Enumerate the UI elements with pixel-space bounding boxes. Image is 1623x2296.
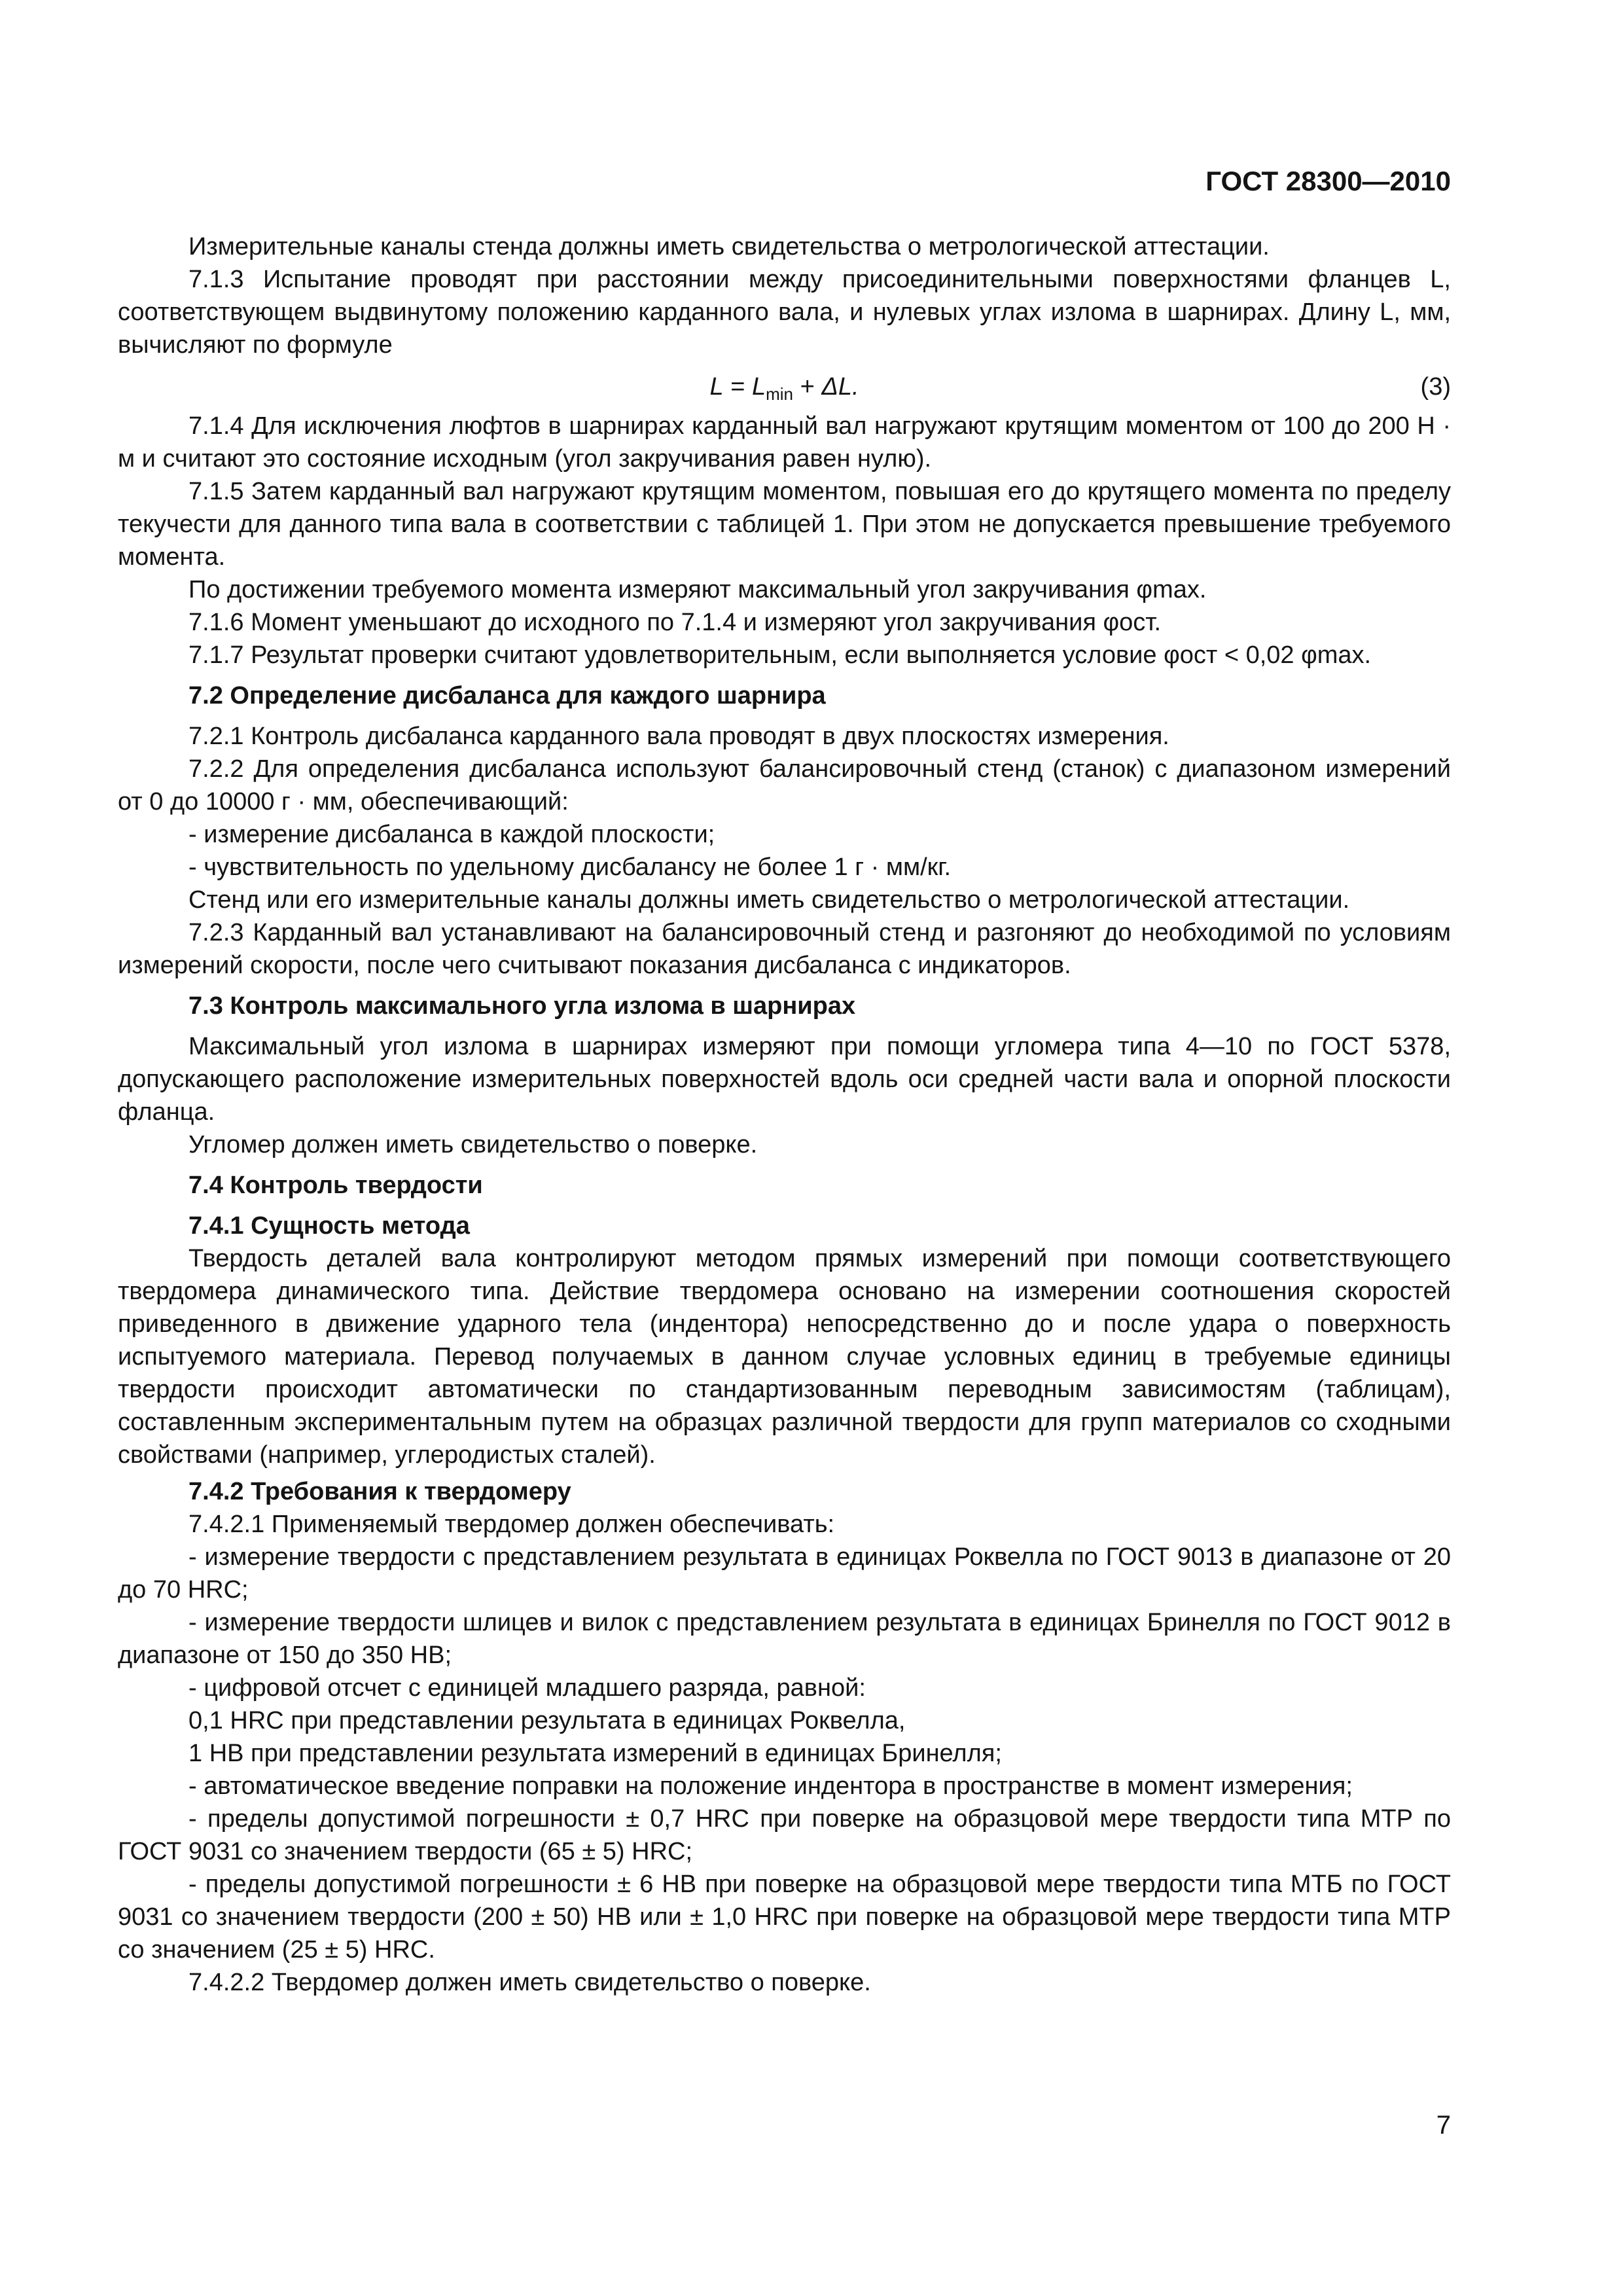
paragraph-7-1-3: 7.1.3 Испытание проводят при расстоянии между присоединительными поверхностями фланцев L, соответствующем выдвинутому положению карданного вала, и нулевых углах излома в шарнирах. Длину L, мм, вычисляют по формуле — [118, 266, 1451, 359]
paragraph: Твердость деталей вала контролируют методом прямых измерений при помощи соответствующего твердомера динамического типа. Действие твердомера основано на измерении соотношения скоростей приведенного в движение ударного тела (индентора) непосредственно до и после удара о поверхность испытуемого материала. Перевод получаемых в данном случае условных единиц в требуемые единицы твердости происходит автоматически по стандартизованным переводным зависимостям (таблицам), составленным экспериментальным путем на образцах различной твердости для групп материалов со сходными свойствами (например, углеродистых сталей). — [118, 1245, 1451, 1469]
paragraph-7-1-6: 7.1.6 Момент уменьшают до исходного по 7.1.4 и измеряют угол закручивания φост. — [188, 609, 1162, 636]
paragraph-7-1-7: 7.1.7 Результат проверки считают удовлетворительным, если выполняется условие φост < 0,02 φmax. — [188, 641, 1372, 669]
formula-term1: L — [751, 373, 766, 401]
list-item: - измерение дисбаланса в каждой плоскости; — [188, 821, 715, 848]
page-number: 7 — [1436, 2111, 1451, 2140]
paragraph: Измерительные каналы стенда должны иметь свидетельства о метрологической аттестации. — [188, 233, 1270, 260]
formula-3 — [118, 370, 1451, 403]
paragraph: По достижении требуемого момента измеряют максимальный угол закручивания φmax. — [188, 576, 1207, 603]
paragraph: Угломер должен иметь свидетельство о поверке. — [188, 1131, 758, 1158]
list-item: - пределы допустимой погрешности ± 0,7 HRC при поверке на образцовой мере твердости типа МТР по ГОСТ 9031 со значением твердости (65 ± 5) HRC; — [118, 1805, 1451, 1865]
subsection-heading-7-4-2: 7.4.2 Требования к твердомеру — [188, 1478, 571, 1505]
document-code: ГОСТ 28300—2010 — [1205, 166, 1451, 196]
list-item: - измерение твердости с представлением результата в единицах Роквелла по ГОСТ 9013 в диапазоне от 20 до 70 HRC; — [118, 1543, 1451, 1604]
paragraph-7-4-2-2: 7.4.2.2 Твердомер должен иметь свидетельство о поверке. — [188, 1969, 871, 1996]
list-item: - автоматическое введение поправки на положение индентора в пространстве в момент измерения; — [188, 1772, 1353, 1800]
formula-expression — [709, 373, 859, 404]
list-item: - измерение твердости шлицев и вилок с представлением результата в единицах Бринелля по ГОСТ 9012 в диапазоне от 150 до 350 НВ; — [118, 1609, 1451, 1669]
section-heading-7-3: 7.3 Контроль максимального угла излома в шарнирах — [188, 992, 856, 1020]
paragraph-7-2-2: 7.2.2 Для определения дисбаланса используют балансировочный стенд (станок) с диапазоном измерений от 0 до 10000 г · мм, обеспечивающий: — [118, 755, 1451, 816]
paragraph-7-2-1: 7.2.1 Контроль дисбаланса карданного вала проводят в двух плоскостях измерения. — [188, 723, 1169, 750]
paragraph-7-2-3: 7.2.3 Карданный вал устанавливают на балансировочный стенд и разгоняют до необходимой по условиям измерений скорости, после чего считывают показания дисбаланса с индикаторов. — [118, 919, 1451, 979]
section-heading-7-2: 7.2 Определение дисбаланса для каждого шарнира — [188, 682, 826, 709]
formula-term2: ΔL. — [821, 373, 859, 401]
section-heading-7-4: 7.4 Контроль твердости — [188, 1172, 483, 1199]
formula-lhs: L — [709, 373, 724, 401]
list-item: - чувствительность по удельному дисбалансу не более 1 г · мм/кг. — [188, 853, 952, 881]
paragraph: Стенд или его измерительные каналы должны иметь свидетельство о метрологической аттестации. — [188, 886, 1350, 914]
list-item: 1 НВ при представлении результата измерений в единицах Бринелля; — [188, 1740, 1002, 1767]
page-body — [118, 230, 1451, 1999]
paragraph-7-4-2-1: 7.4.2.1 Применяемый твердомер должен обеспечивать: — [188, 1511, 835, 1538]
subsection-heading-7-4-1: 7.4.1 Сущность метода — [188, 1212, 470, 1240]
formula-plus: + — [800, 373, 815, 401]
paragraph-7-1-4: 7.1.4 Для исключения люфтов в шарнирах карданный вал нагружают крутящим моментом от 100 до 200 Н · м и считают это состояние исходным (угол закручивания равен нулю). — [118, 412, 1451, 473]
formula-equals: = — [730, 373, 745, 401]
formula-number: (3) — [1420, 373, 1451, 401]
formula-term1-sub: min — [766, 384, 793, 404]
list-item: - цифровой отсчет с единицей младшего разряда, равной: — [188, 1674, 866, 1702]
list-item: 0,1 HRC при представлении результата в единицах Роквелла, — [188, 1707, 906, 1734]
paragraph-7-1-5: 7.1.5 Затем карданный вал нагружают крутящим моментом, повышая его до крутящего момента по пределу текучести для данного типа вала в соответствии с таблицей 1. При этом не допускается превышение требуемого момента. — [118, 478, 1451, 571]
list-item: - пределы допустимой погрешности ± 6 НВ при поверке на образцовой мере твердости типа МТБ по ГОСТ 9031 со значением твердости (200 ± 50) НВ или ± 1,0 HRC при поверке на образцовой мере твердости типа МТР со значением (25 ± 5) HRC. — [118, 1871, 1451, 1964]
paragraph: Максимальный угол излома в шарнирах измеряют при помощи угломера типа 4—10 по ГОСТ 5378, допускающего расположение измерительных поверхностей вдоль оси средней части вала и опорной плоскости фланца. — [118, 1033, 1451, 1126]
